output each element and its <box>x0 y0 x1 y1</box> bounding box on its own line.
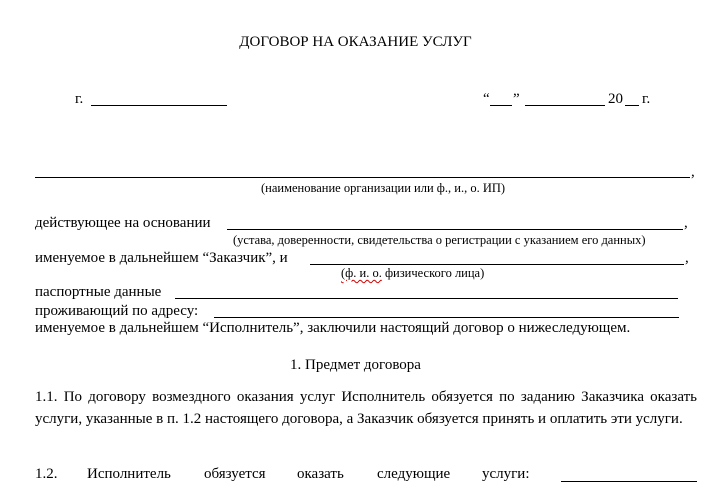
services-blank[interactable] <box>561 481 697 482</box>
address-blank[interactable] <box>214 317 679 318</box>
passport-blank[interactable] <box>175 298 678 299</box>
customer-hint-squiggled: (ф. и. о. <box>341 266 382 280</box>
address-label: проживающий по адресу: <box>35 303 199 319</box>
clause-1-2-word: обязуется <box>204 466 266 482</box>
acting-basis-comma: , <box>684 215 688 231</box>
passport-label: паспортные данные <box>35 284 162 300</box>
acting-basis-hint: (устава, доверенности, свидетельства о регистрации с указанием его данных) <box>233 233 646 247</box>
customer-name-blank[interactable] <box>310 264 684 265</box>
organization-hint: (наименование организации или ф., и., о. ИП) <box>261 181 506 195</box>
year-prefix: 20 <box>608 91 623 107</box>
customer-hint-rest: физического лица) <box>381 266 485 280</box>
city-blank[interactable] <box>91 105 227 106</box>
organization-comma: , <box>691 164 695 180</box>
customer-label: именуемое в дальнейшем “Заказчик”, и <box>35 250 288 266</box>
day-blank[interactable] <box>490 105 512 106</box>
year-blank[interactable] <box>625 105 639 106</box>
date-close-quote: ” <box>513 91 520 107</box>
acting-basis-blank[interactable] <box>227 229 683 230</box>
acting-basis-label: действующее на основании <box>35 215 211 231</box>
document-title: ДОГОВОР НА ОКАЗАНИЕ УСЛУГ <box>239 34 472 50</box>
customer-hint <box>341 266 484 280</box>
clause-1-2-word: Исполнитель <box>87 466 171 482</box>
clause-1-1: 1.1. По договору возмездного оказания услуг Исполнитель обязуется по заданию Заказчика оказать услуги, указанные в п. 1.2 настоящего договора, а Заказчик обязуется принять и оплатить эти услуги. <box>35 389 697 427</box>
date-open-quote: “ <box>483 91 490 107</box>
clause-1-2-word: услуги: <box>482 466 530 482</box>
year-suffix: г. <box>642 91 651 107</box>
clause-1-2-number: 1.2. <box>35 466 58 482</box>
month-blank[interactable] <box>525 105 605 106</box>
customer-comma: , <box>685 250 689 266</box>
organization-blank[interactable] <box>35 177 690 178</box>
section-1-title: 1. Предмет договора <box>290 357 421 373</box>
clause-1-2-word: следующие <box>377 466 451 482</box>
city-prefix: г. <box>75 91 84 107</box>
contractor-line: именуемое в дальнейшем “Исполнитель”, заключили настоящий договор о нижеследующем. <box>35 320 631 336</box>
clause-1-2-word: оказать <box>297 466 344 482</box>
